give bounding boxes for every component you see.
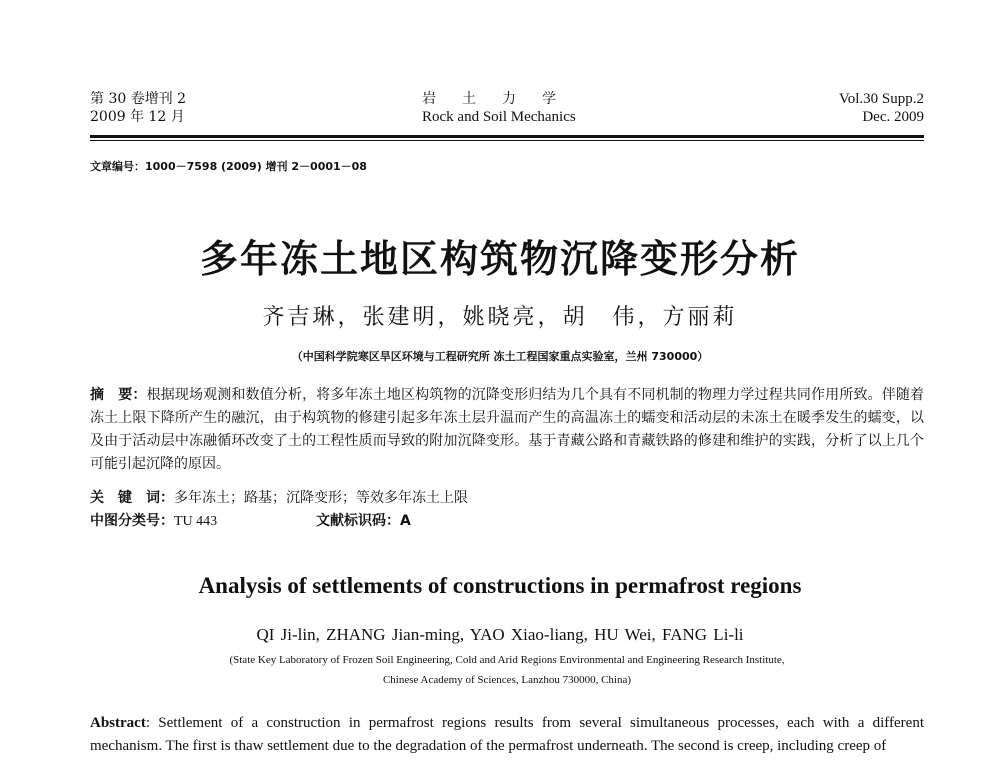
header-rule-thin	[90, 140, 924, 141]
journal-title-en: Rock and Soil Mechanics	[422, 109, 576, 125]
clc-label: 中图分类号：	[90, 513, 174, 529]
journal-title-cn: 岩 土 力 学	[422, 91, 562, 107]
volume-en: Vol.30 Supp.2	[838, 91, 924, 107]
keywords-cn	[90, 487, 468, 507]
authors-cn: 齐吉琳，张建明，姚晓亮，胡 伟，方丽莉	[262, 305, 738, 330]
document-code	[316, 510, 411, 530]
page-title-en: Analysis of settlements of constructions in permafrost regions	[198, 573, 802, 598]
volume-cn: 第 30 卷增刊 2	[90, 91, 187, 107]
page-title-cn: 多年冻土地区构筑物沉降变形分析	[199, 237, 800, 281]
clc-value: TU 443	[174, 514, 218, 529]
keywords-cn-text: 多年冻土；路基；沉降变形；等效多年冻土上限	[174, 490, 468, 506]
abstract-cn-text: 根据现场观测和数值分析，将多年冻土地区构筑物的沉降变形归结为几个具有不同机制的物理力学过程共同作用所致。伴随着冻土上限下降所产生的融沉，由于构筑物的修建引起多年冻土层升温而产生的高温冻土的蠕变和活动层的未冻土在暖季发生的蠕变，以及由于活动层中冻融循环改变了土的工程性质而导致的附加沉降变形。基于青藏公路和青藏铁路的修建和维护的实践，分析了以上几个可能引起沉降的原因。	[90, 387, 925, 472]
article-number	[90, 158, 367, 174]
abstract-cn-label: 摘 要：	[90, 387, 147, 403]
date-cn: 2009 年 12 月	[90, 109, 185, 125]
doc-code-label: 文献标识码：	[316, 513, 400, 529]
abstract-cn	[90, 384, 924, 476]
abstract-en	[90, 712, 924, 758]
header-rule-thick	[90, 135, 924, 138]
abstract-en-text: : Settlement of a construction in permafrost regions results from several simultaneous processes, each with a different mechanism. The first is thaw settlement due to the degradation of the permafrost underneath. The second is creep, including creep of	[90, 715, 924, 754]
classification	[90, 510, 217, 530]
keywords-cn-label: 关 键 词：	[90, 490, 174, 506]
date-en: Dec. 2009	[862, 109, 924, 125]
affiliation-cn: （中国科学院寒区旱区环境与工程研究所 冻土工程国家重点实验室，兰州 730000）	[291, 350, 709, 363]
authors-en: QI Ji-lin, ZHANG Jian-ming, YAO Xiao-liang, HU Wei, FANG Li-li	[256, 625, 744, 644]
article-number-label: 文章编号：	[90, 160, 145, 173]
affiliation-en-line2: Chinese Academy of Sciences, Lanzhou 730000, China)	[382, 674, 632, 686]
abstract-en-label: Abstract	[90, 715, 146, 731]
article-number-value: 1000－7598 (2009) 增刊 2－0001－08	[145, 160, 367, 173]
affiliation-en-line1: (State Key Laboratory of Frozen Soil Engineering, Cold and Arid Regions Environmental and Engineering Research Institute,	[229, 654, 785, 666]
doc-code-value: A	[400, 513, 411, 529]
